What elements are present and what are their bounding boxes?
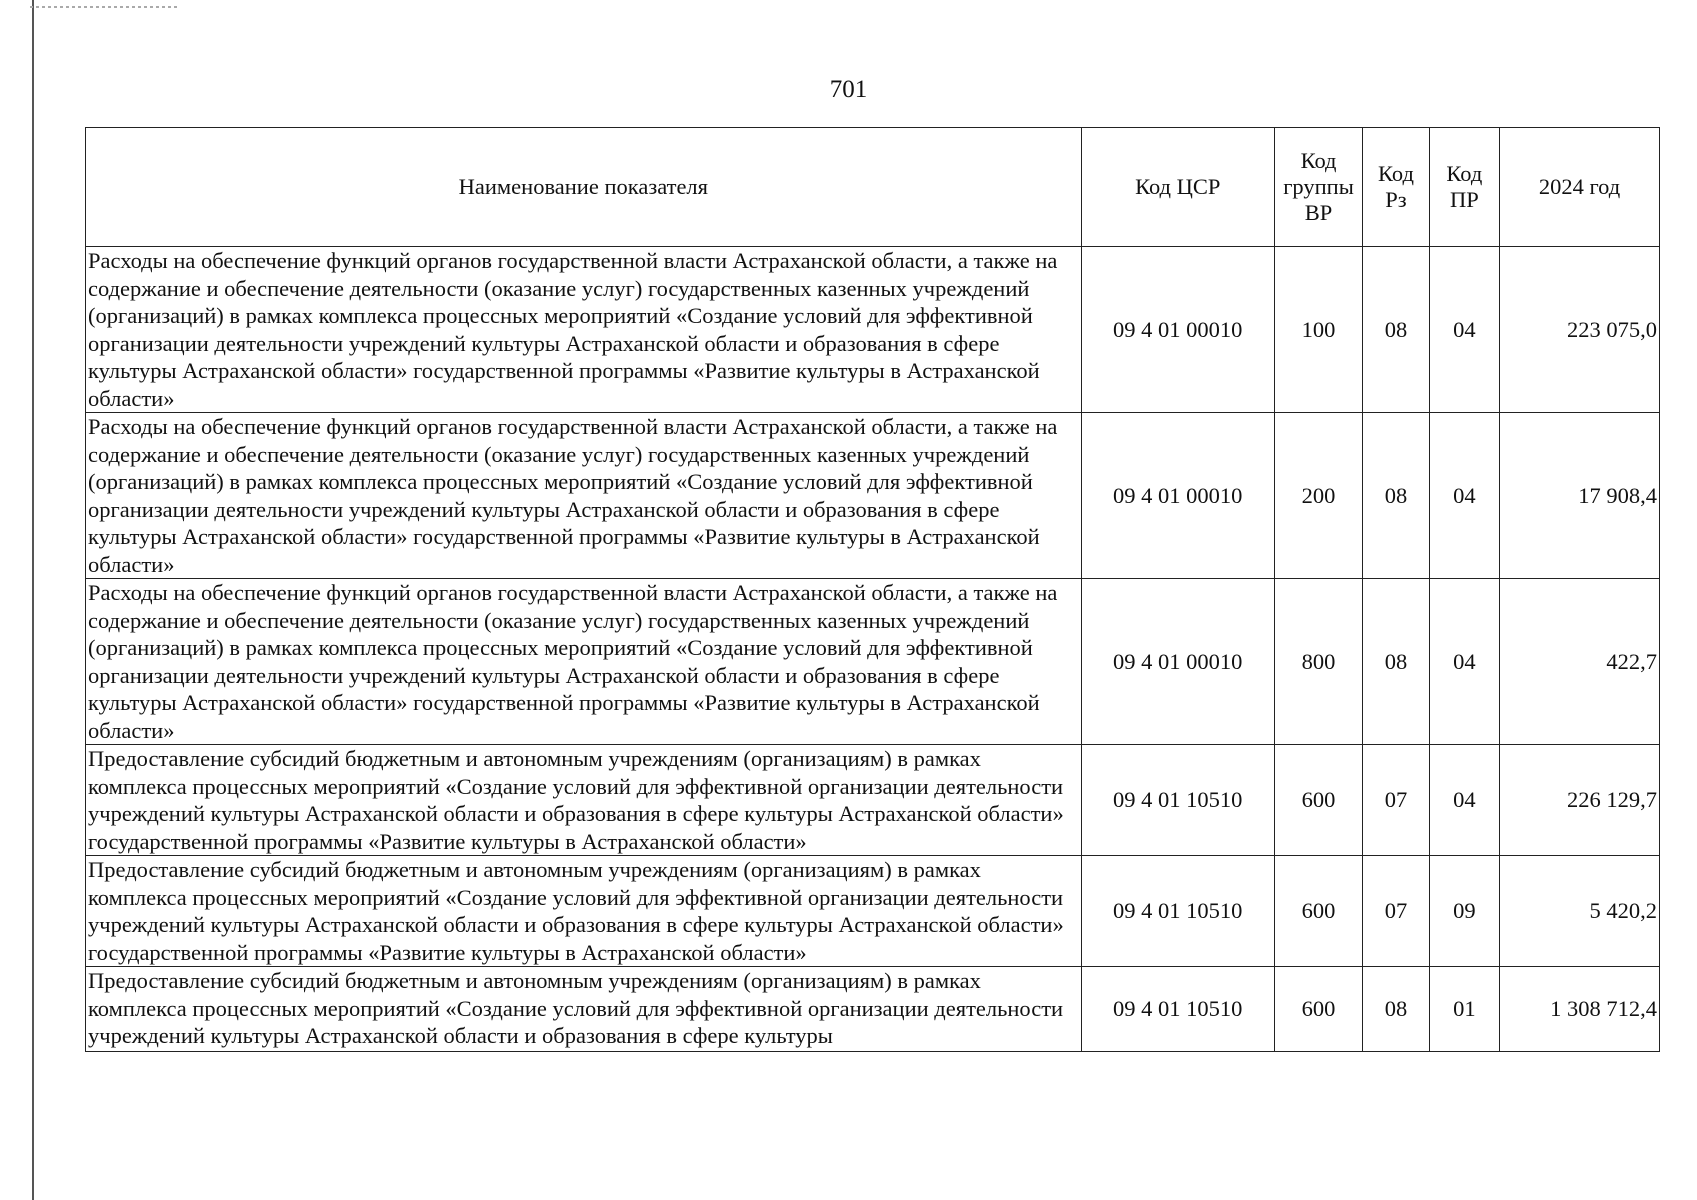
row-csr-code: 09 4 01 00010 [1081,247,1274,413]
row-pr-code: 04 [1429,413,1499,579]
row-rz-code: 08 [1363,967,1429,1052]
row-csr-code: 09 4 01 00010 [1081,413,1274,579]
row-amount: 5 420,2 [1500,856,1660,967]
row-csr-code: 09 4 01 10510 [1081,967,1274,1052]
header-name: Наименование показателя [86,128,1082,247]
row-amount: 422,7 [1500,579,1660,745]
header-pr-code: Код ПР [1429,128,1499,247]
row-pr-code: 04 [1429,247,1499,413]
row-amount: 17 908,4 [1500,413,1660,579]
scan-top-mark [30,6,180,8]
row-pr-code: 04 [1429,579,1499,745]
row-name: Предоставление субсидий бюджетным и автономным учреждениям (организациям) в рамках комплекса процессных мероприятий «Создание условий для эффективной организации деятельности учреждений культуры Астраханской области и образования в сфере культуры Астраханской области» государственной программы «Развитие культуры в Астраханской области» [86,856,1082,967]
row-name: Предоставление субсидий бюджетным и автономным учреждениям (организациям) в рамках комплекса процессных мероприятий «Создание условий для эффективной организации деятельности учреждений культуры Астраханской области и образования в сфере культуры [86,967,1082,1052]
row-pr-code: 04 [1429,745,1499,856]
row-name: Расходы на обеспечение функций органов государственной власти Астраханской области, а также на содержание и обеспечение деятельности (оказание услуг) государственных казенных учреждений (организаций) в рамках комплекса процессных мероприятий «Создание условий для эффективной организации деятельности учреждений культуры Астраханской области и образования в сфере культуры Астраханской области» государственной программы «Развитие культуры в Астраханской области» [86,247,1082,413]
scan-left-edge [32,0,34,1200]
row-name: Расходы на обеспечение функций органов государственной власти Астраханской области, а также на содержание и обеспечение деятельности (оказание услуг) государственных казенных учреждений (организаций) в рамках комплекса процессных мероприятий «Создание условий для эффективной организации деятельности учреждений культуры Астраханской области и образования в сфере культуры Астраханской области» государственной программы «Развитие культуры в Астраханской области» [86,579,1082,745]
budget-table [85,127,1660,1052]
row-vr-code: 600 [1274,745,1363,856]
row-rz-code: 08 [1363,413,1429,579]
row-vr-code: 600 [1274,967,1363,1052]
row-rz-code: 07 [1363,745,1429,856]
row-csr-code: 09 4 01 10510 [1081,856,1274,967]
table-row [86,413,1660,579]
row-vr-code: 800 [1274,579,1363,745]
row-pr-code: 09 [1429,856,1499,967]
row-amount: 1 308 712,4 [1500,967,1660,1052]
row-vr-code: 200 [1274,413,1363,579]
row-rz-code: 08 [1363,247,1429,413]
row-vr-code: 100 [1274,247,1363,413]
table-row [86,579,1660,745]
row-csr-code: 09 4 01 00010 [1081,579,1274,745]
table-row [86,745,1660,856]
row-rz-code: 07 [1363,856,1429,967]
row-rz-code: 08 [1363,579,1429,745]
table-row [86,856,1660,967]
row-vr-code: 600 [1274,856,1363,967]
table-row [86,967,1660,1052]
row-amount: 223 075,0 [1500,247,1660,413]
row-name: Предоставление субсидий бюджетным и автономным учреждениям (организациям) в рамках комплекса процессных мероприятий «Создание условий для эффективной организации деятельности учреждений культуры Астраханской области и образования в сфере культуры Астраханской области» государственной программы «Развитие культуры в Астраханской области» [86,745,1082,856]
page-number: 701 [829,76,868,103]
table-header-row [86,128,1660,247]
table-row [86,247,1660,413]
header-year: 2024 год [1500,128,1660,247]
header-vr-code: Код группы ВР [1274,128,1363,247]
row-name: Расходы на обеспечение функций органов государственной власти Астраханской области, а также на содержание и обеспечение деятельности (оказание услуг) государственных казенных учреждений (организаций) в рамках комплекса процессных мероприятий «Создание условий для эффективной организации деятельности учреждений культуры Астраханской области и образования в сфере культуры Астраханской области» государственной программы «Развитие культуры в Астраханской области» [86,413,1082,579]
header-rz-code: Код Рз [1363,128,1429,247]
header-csr-code: Код ЦСР [1081,128,1274,247]
row-pr-code: 01 [1429,967,1499,1052]
row-csr-code: 09 4 01 10510 [1081,745,1274,856]
row-amount: 226 129,7 [1500,745,1660,856]
